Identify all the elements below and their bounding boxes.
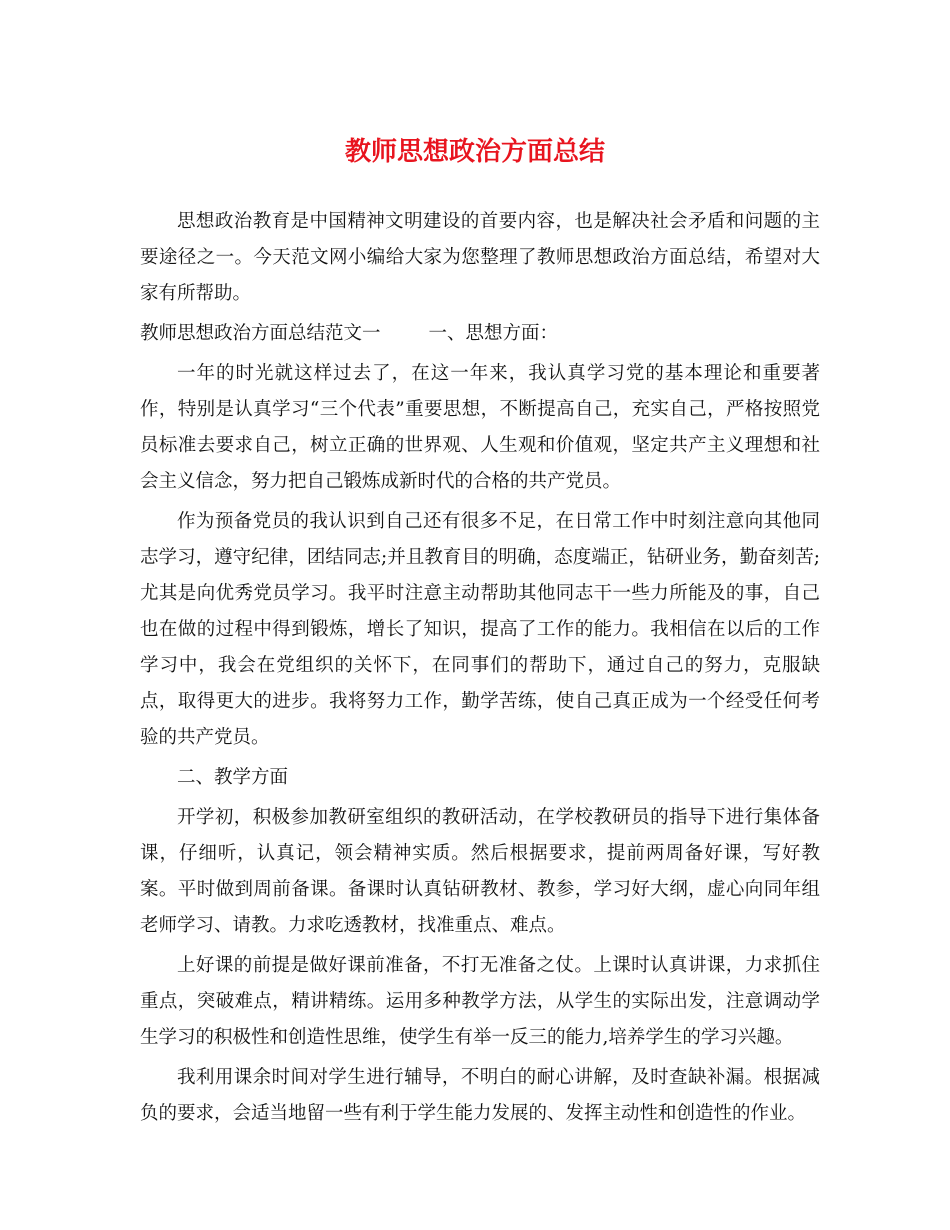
section-heading: 一、思想方面： (428, 323, 559, 344)
section-label: 教师思想政治方面总结范文一 (140, 323, 381, 344)
document-body (140, 204, 820, 1136)
body-paragraph: 上好课的前提是做好课前准备，不打无准备之仗。上课时认真讲课，力求抓住重点，突破难点，精讲精练。运用多种教学方法，从学生的实际出发，注意调动学生学习的积极性和创造性思维，使学生有举一反三的能力,培养学生的学习兴趣。 (140, 955, 820, 1048)
subheading-teaching: 二、教学方面 (177, 767, 289, 788)
body-paragraph: 一年的时光就这样过去了，在这一年来，我认真学习党的基本理论和重要著作，特别是认真学习“三个代表”重要思想，不断提高自己，充实自己，严格按照党员标准去要求自己，树立正确的世界观、人生观和价值观，坚定共产主义理想和社会主义信念，努力把自己锻炼成新时代的合格的共产党员。 (140, 363, 820, 492)
body-paragraph: 我利用课余时间对学生进行辅导，不明白的耐心讲解，及时查缺补漏。根据减负的要求，会适当地留一些有利于学生能力发展的、发挥主动性和创造性的作业。 (140, 1067, 820, 1124)
document-title: 教师思想政治方面总结 (344, 137, 605, 167)
body-paragraph: 开学初，积极参加教研室组织的教研活动，在学校教研员的指导下进行集体备课，仔细听，认真记，领会精神实质。然后根据要求，提前两周备好课，写好教案。平时做到周前备课。备课时认真钻研教材、教参，学习好大纲，虚心向同年组老师学习、请教。力求吃透教材，找准重点、难点。 (140, 807, 820, 936)
intro-paragraph: 思想政治教育是中国精神文明建设的首要内容，也是解决社会矛盾和问题的主要途径之一。今天范文网小编给大家为您整理了教师思想政治方面总结，希望对大家有所帮助。 (140, 211, 820, 304)
body-paragraph: 作为预备党员的我认识到自己还有很多不足，在日常工作中时刻注意向其他同志学习，遵守纪律，团结同志;并且教育目的明确，态度端正，钻研业务，勤奋刻苦;尤其是向优秀党员学习。我平时注意主动帮助其他同志干一些力所能及的事，自己也在做的过程中得到锻炼，增长了知识，提高了工作的能力。我相信在以后的工作学习中，我会在党组织的关怀下，在同事们的帮助下，通过自己的努力，克服缺点，取得更大的进步。我将努力工作，勤学苦练，使自己真正成为一个经受任何考验的共产党员。 (140, 511, 820, 748)
section-line (140, 316, 820, 352)
